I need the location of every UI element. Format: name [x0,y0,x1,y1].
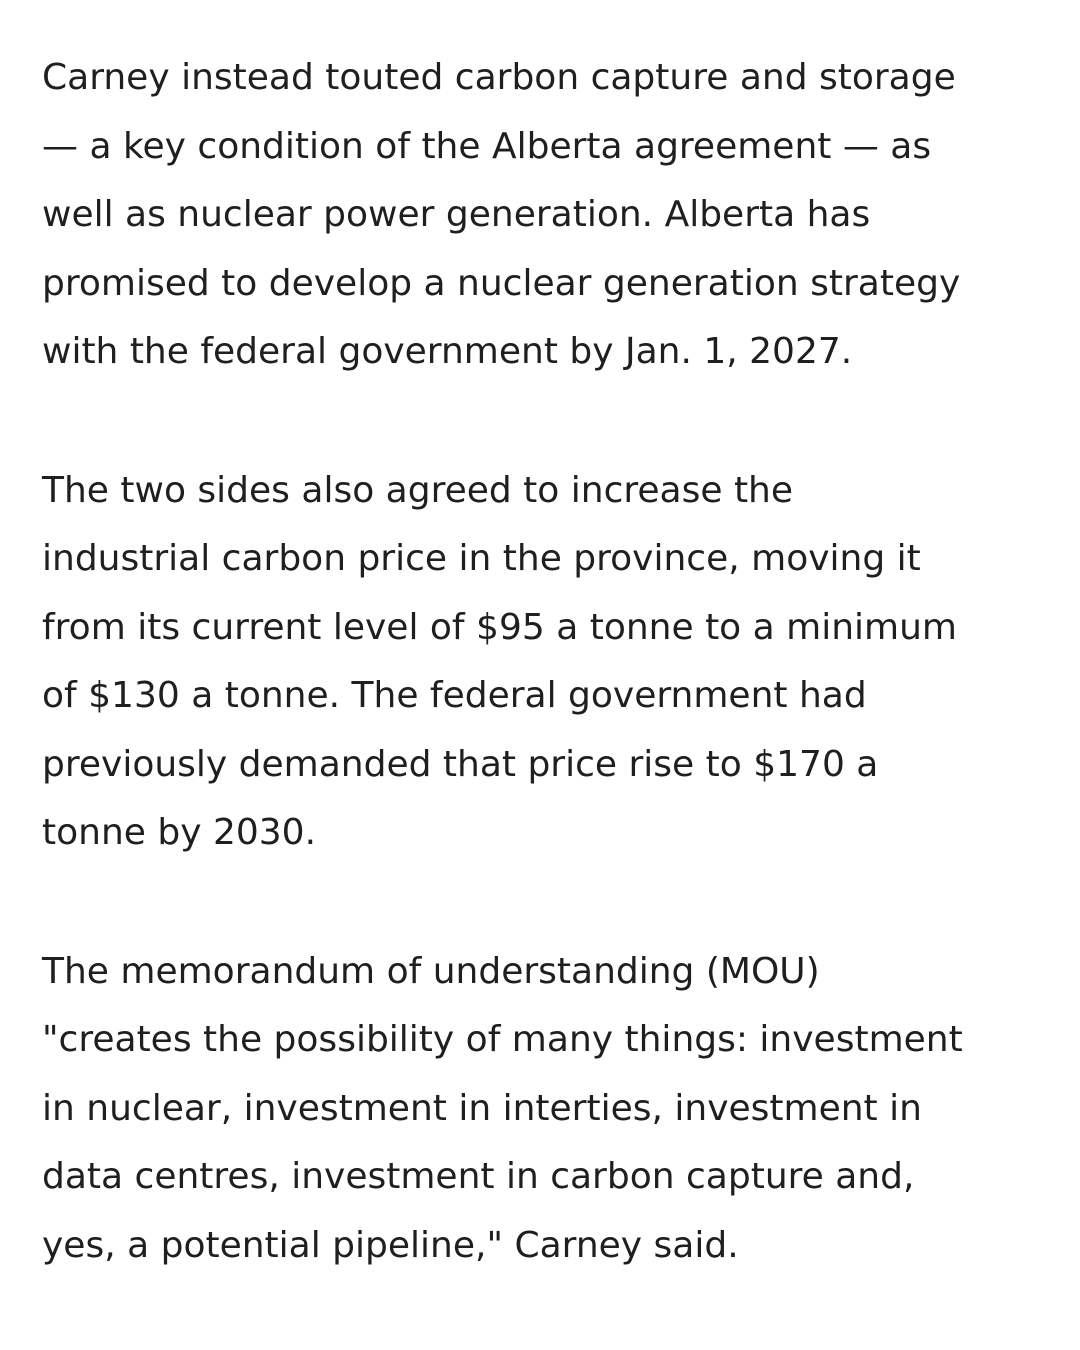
paragraph-line: of $130 a tonne. The federal government had [42,675,867,716]
article-body [42,44,1052,1350]
paragraph-line: The memorandum of understanding (MOU) [42,950,820,992]
paragraph-line: promised to develop a nuclear generation strategy [42,262,961,304]
paragraph-carbon-capture [42,44,1052,387]
paragraph-line: tonne by 2030. [42,812,317,853]
paragraph-line: with the federal government by Jan. 1, 2027. [42,331,853,372]
paragraph-line: in nuclear, investment in interties, investment in [42,1087,922,1129]
paragraph-line: "creates the possibility of many things: investment [42,1019,963,1060]
paragraph-line: from its current level of $95 a tonne to a minimum [42,606,957,648]
paragraph-line: — a key condition of the Alberta agreement — as [42,125,932,167]
paragraph-line: yes, a potential pipeline," Carney said. [42,1224,739,1266]
paragraph-mou-quote [42,938,1052,1281]
paragraph-line: Carney instead touted carbon capture and storage [42,57,956,98]
paragraph-carbon-price [42,457,1052,868]
paragraph-line: The two sides also agreed to increase the [42,469,794,511]
paragraph-line: data centres, investment in carbon capture and, [42,1156,915,1197]
paragraph-line: industrial carbon price in the province, moving it [42,538,921,579]
paragraph-line: previously demanded that price rise to $170 a [42,743,879,785]
paragraph-line: well as nuclear power generation. Alberta has [42,194,871,235]
